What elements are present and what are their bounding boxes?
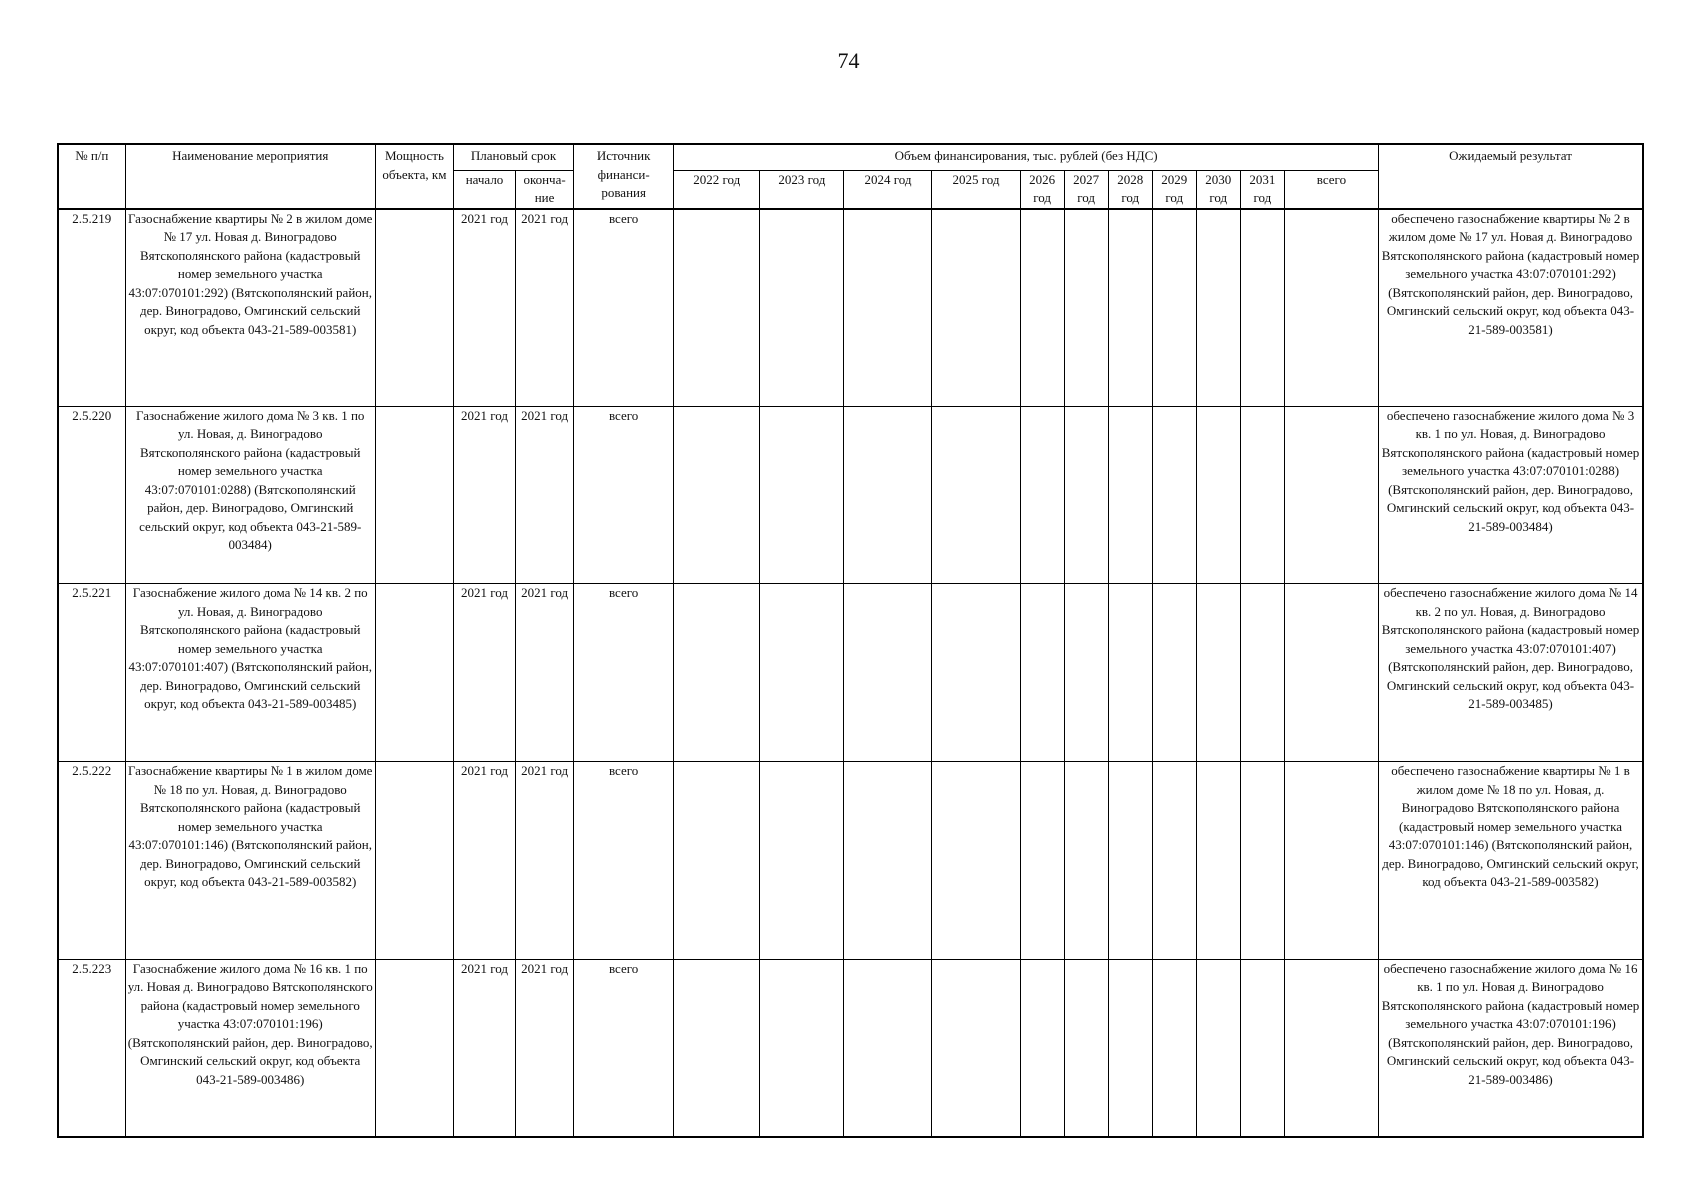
header-start: начало [453,170,515,209]
header-financing: Объем финансирования, тыс. рублей (без НДС) [674,144,1379,170]
row-number: 2.5.223 [58,959,125,1137]
header-year-2028: 2028 год [1108,170,1152,209]
table-row [58,406,1643,584]
header-year-2022: 2022 год [674,170,760,209]
row-name: Газоснабжение жилого дома № 3 кв. 1 по ул. Новая, д. Виноградово Вятскополянского района (кадастровый номер земельного участка 43:07:070101:0288) (Вятскополянский район, дер. Виноградово, Омгинский сельский округ, код объекта 043-21-589-003484) [125,406,375,584]
header-source: Источник финанси- рования [574,144,674,209]
header-planned-term: Плановый срок [453,144,573,170]
row-result: обеспечено газоснабжение квартиры № 1 в жилом доме № 18 по ул. Новая, д. Виноградово Вятскополянского района (кадастровый номер земельного участка 43:07:070101:146) (Вятскополянский район, дер. Виноградово, Омгинский сельский округ, код объекта 043-21-589-003582) [1379,762,1643,960]
row-power [375,584,453,762]
row-source: всего [574,762,674,960]
row-name: Газоснабжение жилого дома № 16 кв. 1 по ул. Новая д. Виноградово Вятскополянского района (кадастровый номер земельного участка 43:07:070101:196) (Вятскополянский район, дер. Виноградово, Омгинский сельский округ, код объекта 043-21-589-003486) [125,959,375,1137]
row-power [375,959,453,1137]
row-start: 2021 год [453,209,515,407]
financing-table [57,143,1644,1138]
row-name: Газоснабжение квартиры № 2 в жилом доме № 17 ул. Новая д. Виноградово Вятскополянского района (кадастровый номер земельного участка 43:07:070101:292) (Вятскополянский район, дер. Виноградово, Омгинский сельский округ, код объекта 043-21-589-003581) [125,209,375,407]
row-end: 2021 год [516,209,574,407]
header-year-2026: 2026 год [1020,170,1064,209]
header-year-2024: 2024 год [844,170,932,209]
table-row [58,584,1643,762]
header-name: Наименование мероприятия [125,144,375,209]
row-end: 2021 год [516,959,574,1137]
header-year-2027: 2027 год [1064,170,1108,209]
row-source: всего [574,406,674,584]
row-start: 2021 год [453,406,515,584]
header-year-2029: 2029 год [1152,170,1196,209]
row-name: Газоснабжение жилого дома № 14 кв. 2 по ул. Новая, д. Виноградово Вятскополянского района (кадастровый номер земельного участка 43:07:070101:407) (Вятскополянский район, дер. Виноградово, Омгинский сельский округ, код объекта 043-21-589-003485) [125,584,375,762]
row-source: всего [574,584,674,762]
row-power [375,406,453,584]
table-header [58,144,1643,209]
row-source: всего [574,209,674,407]
header-end: оконча- ние [516,170,574,209]
header-year-2025: 2025 год [932,170,1020,209]
row-number: 2.5.219 [58,209,125,407]
row-source: всего [574,959,674,1137]
header-total: всего [1284,170,1378,209]
row-start: 2021 год [453,584,515,762]
page-number: 74 [837,48,860,73]
header-year-2031: 2031 год [1240,170,1284,209]
header-result: Ожидаемый результат [1379,144,1643,209]
row-end: 2021 год [516,406,574,584]
row-number: 2.5.220 [58,406,125,584]
header-num: № п/п [58,144,125,209]
row-end: 2021 год [516,584,574,762]
row-power [375,762,453,960]
row-start: 2021 год [453,762,515,960]
header-year-2030: 2030 год [1196,170,1240,209]
row-result: обеспечено газоснабжение жилого дома № 14 кв. 2 по ул. Новая, д. Виноградово Вятскополянского района (кадастровый номер земельного участка 43:07:070101:407) (Вятскополянский район, дер. Виноградово, Омгинский сельский округ, код объекта 043-21-589-003485) [1379,584,1643,762]
table-row [58,959,1643,1137]
header-year-2023: 2023 год [760,170,844,209]
table-row [58,209,1643,407]
header-power: Мощность объекта, км [375,144,453,209]
row-power [375,209,453,407]
table-row [58,762,1643,960]
row-end: 2021 год [516,762,574,960]
row-number: 2.5.221 [58,584,125,762]
row-result: обеспечено газоснабжение жилого дома № 3 кв. 1 по ул. Новая, д. Виноградово Вятскополянского района (кадастровый номер земельного участка 43:07:070101:0288) (Вятскополянский район, дер. Виноградово, Омгинский сельский округ, код объекта 043-21-589-003484) [1379,406,1643,584]
row-number: 2.5.222 [58,762,125,960]
row-result: обеспечено газоснабжение квартиры № 2 в жилом доме № 17 ул. Новая д. Виноградово Вятскополянского района (кадастровый номер земельного участка 43:07:070101:292) (Вятскополянский район, дер. Виноградово, Омгинский сельский округ, код объекта 043-21-589-003581) [1379,209,1643,407]
row-name: Газоснабжение квартиры № 1 в жилом доме № 18 по ул. Новая, д. Виноградово Вятскополянского района (кадастровый номер земельного участка 43:07:070101:146) (Вятскополянский район, дер. Виноградово, Омгинский сельский округ, код объекта 043-21-589-003582) [125,762,375,960]
row-result: обеспечено газоснабжение жилого дома № 16 кв. 1 по ул. Новая д. Виноградово Вятскополянского района (кадастровый номер земельного участка 43:07:070101:196) (Вятскополянский район, дер. Виноградово, Омгинский сельский округ, код объекта 043-21-589-003486) [1379,959,1643,1137]
row-start: 2021 год [453,959,515,1137]
